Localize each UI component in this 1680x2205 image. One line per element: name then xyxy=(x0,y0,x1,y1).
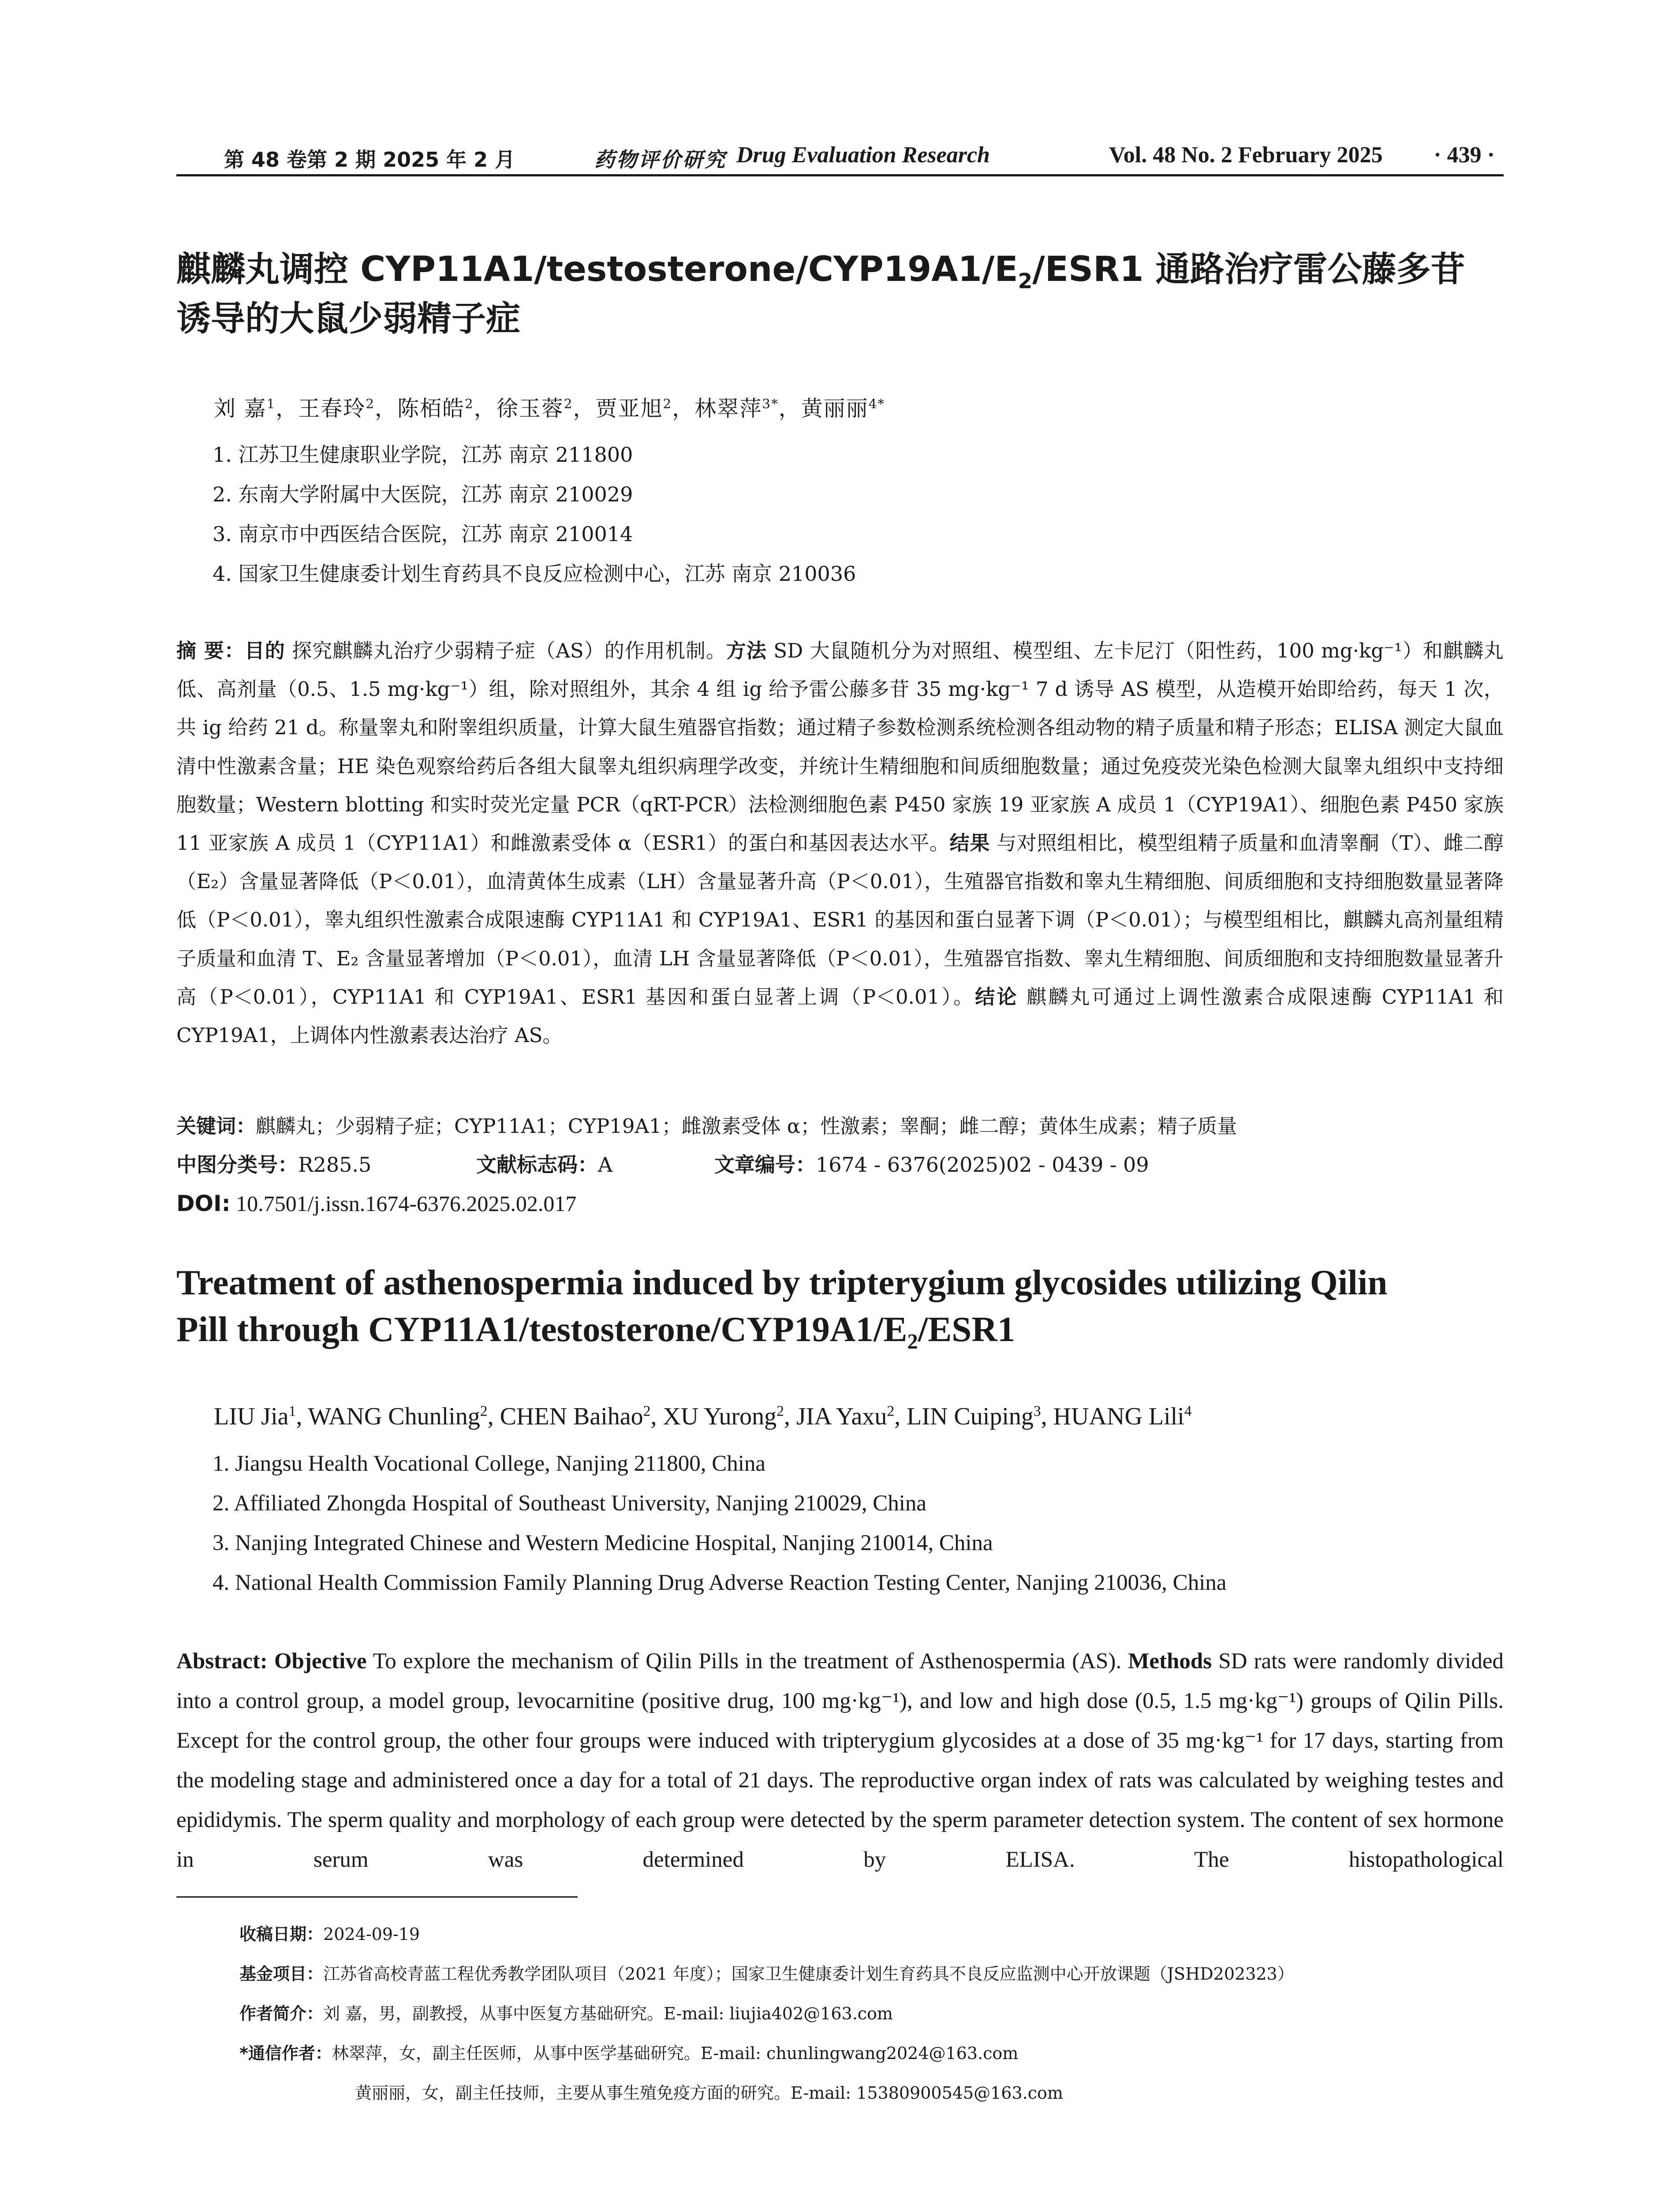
affiliation-cn-2: 2. 东南大学附属中大医院，江苏 南京 210029 xyxy=(213,482,633,506)
author-en-affiliation-mark: 1 xyxy=(288,1403,296,1420)
author-en: LIU Jia xyxy=(214,1403,289,1430)
issue-info: 第 48 卷第 2 期 2025 年 2 月 xyxy=(224,148,515,172)
author-en-affiliation-mark: 2 xyxy=(480,1403,488,1420)
clc-code: R285.5 xyxy=(298,1153,372,1177)
footnote-divider xyxy=(176,1896,578,1898)
abstract-en-label: Abstract: xyxy=(176,1649,268,1674)
author-en-separator: , xyxy=(894,1403,907,1430)
author-en: XU Yurong xyxy=(663,1403,777,1430)
author-cn-affiliation-mark: 2 xyxy=(465,396,474,411)
title-cn-line2: 诱导的大鼠少弱精子症 xyxy=(176,299,521,339)
author-cn: 黄丽丽 xyxy=(801,396,869,421)
article-no: 1674 - 6376(2025)02 - 0439 - 09 xyxy=(816,1153,1149,1177)
author-en: CHEN Baihao xyxy=(500,1403,643,1430)
methods-text-cn: SD 大鼠随机分为对照组、模型组、左卡尼汀（阳性药，100 mg·kg⁻¹）和麒麟丸低、高剂量（0.5、1.5 mg·kg⁻¹）组，除对照组外，其余 4 组 ig 给予雷公藤多苷 35 mg·kg⁻¹ 7 d 诱导 AS 模型，从造模开始即给药，每天 1 次，共 ig 给药 21 d。称量睾丸和附睾组织质量，计算大鼠生殖器官指数；通过精子参数检测系统检测各组动物的精子质量和精子形态；ELISA 测定大鼠血清中性激素含量；HE 染色观察给药后各组大鼠睾丸组织病理学改变，并统计生精细胞和间质细胞数量；通过免疫荧光染色检测大鼠睾丸组织中支持细胞数量；Western blotting 和实时荧光定量 PCR（qRT-PCR）法检测细胞色素 P450 家族 19 亚家族 A 成员 1（CYP19A1）、细胞色素 P450 家族 11 亚家族 A 成员 1（CYP11A1）和雌激素受体 α（ESR1）的蛋白和基因表达水平。 xyxy=(176,639,1504,855)
abstract-cn xyxy=(176,632,1504,1090)
author-cn-affiliation-mark: 2 xyxy=(366,396,375,411)
volume-info: Vol. 48 No. 2 February 2025 xyxy=(1109,142,1383,168)
affiliation-en-3: 3. Nanjing Integrated Chinese and Western Medicine Hospital, Nanjing 210014, China xyxy=(213,1531,993,1555)
objective-label-en: Objective xyxy=(274,1649,367,1674)
page-number: · 439 · xyxy=(1434,142,1495,168)
clc-label: 中图分类号： xyxy=(176,1153,298,1177)
author-en-separator: , xyxy=(650,1403,663,1430)
authors-en xyxy=(214,1402,1537,1431)
author-cn-affiliation-mark: 3* xyxy=(762,396,779,411)
affiliation-en-1: 1. Jiangsu Health Vocational College, Nanjing 211800, China xyxy=(213,1451,766,1476)
keywords-text: 麒麟丸；少弱精子症；CYP11A1；CYP19A1；雌激素受体 α；性激素；睾酮；雌二醇；黄体生成素；精子质量 xyxy=(256,1114,1237,1138)
author-cn: 徐玉蓉 xyxy=(496,396,564,421)
article-no-label: 文章编号： xyxy=(714,1153,816,1177)
doi-line xyxy=(176,1185,1504,1223)
results-text-cn: 与对照组相比，模型组精子质量和血清睾酮（T）、雌二醇（E₂）含量显著降低（P＜0.01），血清黄体生成素（LH）含量显著升高（P＜0.01），生殖器官指数和睾丸生精细胞、间质细胞和支持细胞数量显著降低（P＜0.01），睾丸组织性激素合成限速酶 CYP11A1 和 CYP19A1、ESR1 的基因和蛋白显著下调（P＜0.01）；与模型组相比，麒麟丸高剂量组精子质量和血清 T、E₂ 含量显著增加（P＜0.01），血清 LH 含量显著降低（P＜0.01），生殖器官指数、睾丸生精细胞、间质细胞和支持细胞数量显著升高（P＜0.01），CYP11A1 和 CYP19A1、ESR1 基因和蛋白显著上调（P＜0.01）。 xyxy=(176,831,1504,1009)
objective-text-en: To explore the mechanism of Qilin Pills in the treatment of Asthenospermia (AS). xyxy=(366,1649,1122,1674)
author-en-affiliation-mark: 4 xyxy=(1184,1403,1192,1420)
abstract-cn-label: 摘 要： xyxy=(176,639,245,662)
classification-line xyxy=(176,1146,1504,1184)
doi-label: DOI: xyxy=(176,1191,231,1216)
author-en: JIA Yaxu xyxy=(796,1403,887,1430)
author-en-affiliation-mark: 2 xyxy=(887,1403,895,1420)
author-en-separator: , xyxy=(1041,1403,1053,1430)
doc-code-label: 文献标志码： xyxy=(476,1153,598,1177)
conclusion-text-cn: 麒麟丸可通过上调性激素合成限速酶 CYP11A1 和 CYP19A1，上调体内性激素表达治疗 AS。 xyxy=(176,985,1504,1047)
author-cn: 刘 嘉 xyxy=(214,396,267,421)
affiliation-cn-1: 1. 江苏卫生健康职业学院，江苏 南京 211800 xyxy=(213,443,633,467)
author-cn: 王春玲 xyxy=(298,396,366,421)
journal-name: Drug Evaluation Research xyxy=(736,142,990,168)
author-en-separator: , xyxy=(296,1403,308,1430)
running-header xyxy=(176,140,1504,176)
title-cn xyxy=(176,245,1504,344)
author-en-separator: , xyxy=(487,1403,500,1430)
author-cn-affiliation-mark: 2 xyxy=(663,396,672,411)
methods-label-cn: 方法 xyxy=(726,639,767,662)
conclusion-label-cn: 结论 xyxy=(975,985,1019,1009)
journal-logo-cn: 药物评价研究 xyxy=(594,148,727,172)
author-en-affiliation-mark: 2 xyxy=(643,1403,651,1420)
affiliation-cn-4: 4. 国家卫生健康委计划生育药具不良反应检测中心，江苏 南京 210036 xyxy=(213,562,856,586)
author-en-affiliation-mark: 2 xyxy=(777,1403,784,1420)
doc-code: A xyxy=(598,1153,613,1177)
objective-text-cn: 探究麒麟丸治疗少弱精子症（AS）的作用机制。 xyxy=(285,639,726,662)
keywords-cn xyxy=(176,1107,1504,1145)
author-cn-affiliation-mark: 2 xyxy=(564,396,573,411)
title-en xyxy=(176,1259,1504,1353)
abstract-en xyxy=(176,1641,1504,1880)
author-cn: 贾亚旭 xyxy=(595,396,663,421)
author-cn: 陈栢皓 xyxy=(397,396,465,421)
author-en: WANG Chunling xyxy=(308,1403,480,1430)
keywords-label: 关键词： xyxy=(176,1114,256,1138)
results-label-cn: 结果 xyxy=(949,831,990,855)
author-en: HUANG Lili xyxy=(1053,1403,1184,1430)
title-cn-line1: 麒麟丸调控 $CYP11A1/testosterone/CYP19A1/E_2/ESR1$ 通路治疗雷公藤多苷 xyxy=(176,250,1465,294)
affiliation-en-2: 2. Affiliated Zhongda Hospital of Southeast University, Nanjing 210029, China xyxy=(213,1491,927,1516)
footnote-funding: 基金项目：江苏省高校青蓝工程优秀教学团队项目（2021 年度）；国家卫生健康委计划生育药具不良反应监测中心开放课题（JSHD202323） xyxy=(239,1964,1294,1984)
footnote-corresponding-2: 黄丽丽，女，副主任技师，主要从事生殖免疫方面的研究。E-mail: 15380900545@163.com xyxy=(355,2083,1063,2103)
footnote-corresponding-1: *通信作者：林翠萍，女，副主任医师，从事中医学基础研究。E-mail: chunlingwang2024@163.com xyxy=(239,2044,1019,2063)
footnote-received: 收稿日期：2024-09-19 xyxy=(239,1925,420,1944)
objective-label-cn: 目的 xyxy=(244,639,285,662)
author-en-affiliation-mark: 3 xyxy=(1033,1403,1041,1420)
methods-text-en: SD rats were randomly divided into a control group, a model group, levocarnitine (positive drug, 100 mg·kg⁻¹), and low and high dose (0.5, 1.5 mg·kg⁻¹) groups of Qilin Pills. Except for the control group, the other four groups were induced with tripterygium glycosides at a dose of 35 mg·kg⁻¹ for 17 days, starting from the modeling stage and administered once a day for a total of 21 days. The reproductive organ index of rats was calculated by weighing testes and epididymis. The sperm quality and morphology of each group were detected by the sperm parameter detection system. The content of sex hormone in serum was determined by ELISA. The histopathological xyxy=(176,1649,1504,1872)
author-cn: 林翠萍 xyxy=(694,396,762,421)
title-en-line2: Pill through $CYP11A1/testosterone/CYP19A1/E_2/ESR1$ xyxy=(176,1309,1015,1354)
doi-link[interactable]: 10.7501/j.issn.1674-6376.2025.02.017 xyxy=(230,1191,577,1216)
title-en-line1: Treatment of asthenospermia induced by tripterygium glycosides utilizing Qilin xyxy=(176,1263,1388,1302)
author-en: LIN Cuiping xyxy=(907,1403,1034,1430)
author-cn-affiliation-mark: 4* xyxy=(868,396,885,411)
affiliation-en-4: 4. National Health Commission Family Planning Drug Adverse Reaction Testing Center, Nanjing 210036, China xyxy=(213,1570,1227,1595)
author-cn-affiliation-mark: 1 xyxy=(266,396,276,411)
affiliation-cn-3: 3. 南京市中西医结合医院，江苏 南京 210014 xyxy=(213,522,633,546)
author-en-separator: , xyxy=(784,1403,796,1430)
authors-cn: 刘 嘉$^1$，王春玲$^2$，陈栢皓$^2$，徐玉蓉$^2$，贾亚旭$^2$，林翠萍$^{3*}$，黄丽丽$^{4*}$ xyxy=(214,396,885,421)
footnote-author-bio: 作者简介：刘 嘉，男，副教授，从事中医复方基础研究。E-mail: liujia402@163.com xyxy=(239,2004,893,2023)
methods-label-en: Methods xyxy=(1128,1649,1212,1674)
